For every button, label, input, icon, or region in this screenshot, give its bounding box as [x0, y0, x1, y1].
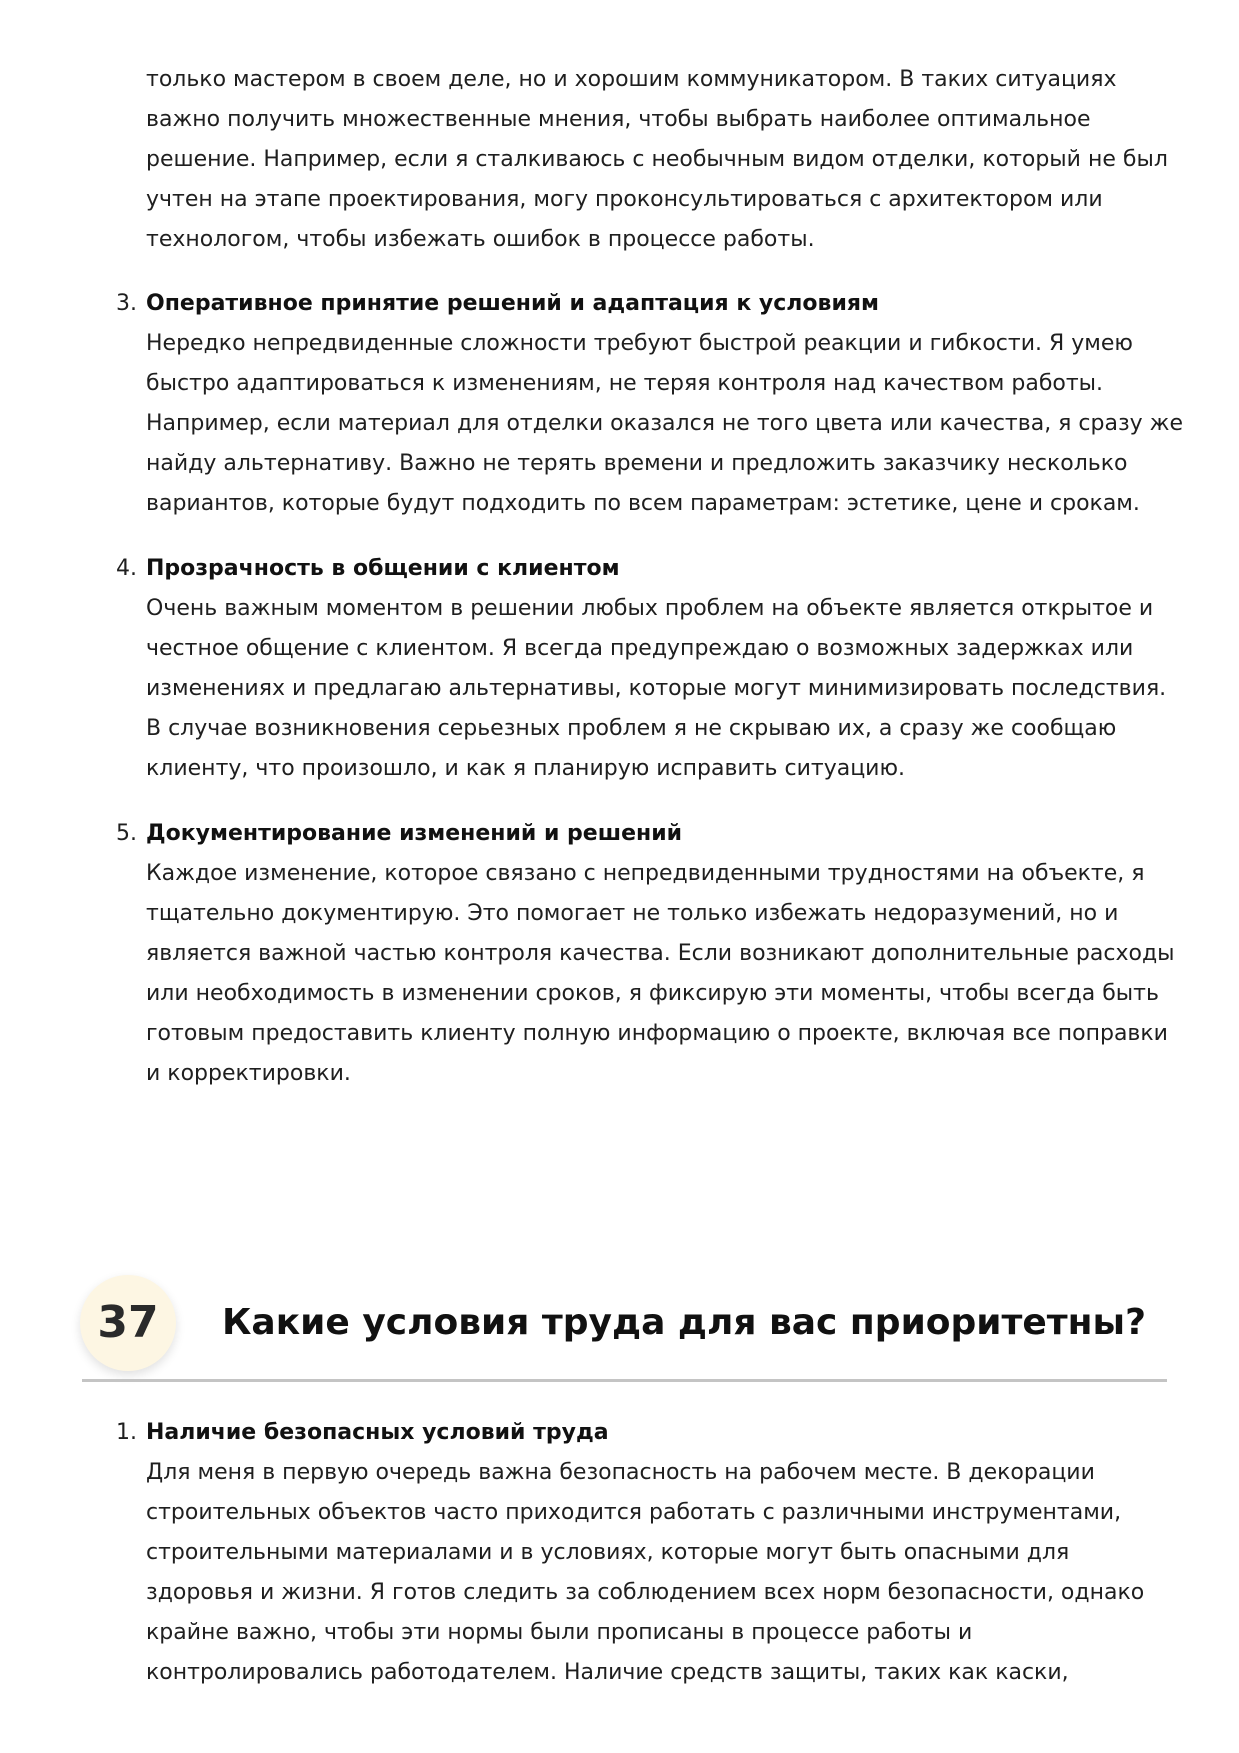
list-item-number: 1.	[116, 1420, 137, 1445]
text-line: важно получить множественные мнения, чтобы выбрать наиболее оптимальное	[146, 107, 1091, 132]
text-line: и корректировки.	[146, 1061, 351, 1086]
section-number-badge: 37	[80, 1275, 176, 1371]
text-line: Очень важным моментом в решении любых проблем на объекте является открытое и	[146, 596, 1154, 621]
text-line: только мастером в своем деле, но и хорошим коммуникатором. В таких ситуациях	[146, 67, 1117, 92]
list-item-number: 3.	[116, 291, 137, 316]
list-item-body	[146, 589, 1166, 789]
text-line: учтен на этапе проектирования, могу проконсультироваться с архитектором или	[146, 187, 1103, 212]
text-line: здоровья и жизни. Я готов следить за соблюдением всех норм безопасности, однако	[146, 1580, 1145, 1605]
text-line: Например, если материал для отделки оказался не того цвета или качества, я сразу же	[146, 411, 1184, 436]
text-line: строительных объектов часто приходится работать с различными инструментами,	[146, 1500, 1122, 1525]
list-item-body	[146, 1453, 1166, 1693]
text-line: Нередко непредвиденные сложности требуют быстрой реакции и гибкости. Я умею	[146, 331, 1133, 356]
text-line: клиенту, что произошло, и как я планирую исправить ситуацию.	[146, 756, 905, 781]
section-divider	[82, 1379, 1167, 1382]
text-line: честное общение с клиентом. Я всегда предупреждаю о возможных задержках или	[146, 636, 1134, 661]
text-line: контролировались работодателем. Наличие средств защиты, таких как каски,	[146, 1660, 1069, 1685]
text-line: Для меня в первую очередь важна безопасность на рабочем месте. В декорации	[146, 1460, 1095, 1485]
text-line: строительными материалами и в условиях, которые могут быть опасными для	[146, 1540, 1070, 1565]
text-line: тщательно документирую. Это помогает не только избежать недоразумений, но и	[146, 901, 1119, 926]
text-line: найду альтернативу. Важно не терять времени и предложить заказчику несколько	[146, 451, 1128, 476]
list-item-number: 4.	[116, 556, 137, 581]
section-title: Какие условия труда для вас приоритетны?	[222, 1302, 1146, 1343]
text-line: решение. Например, если я сталкиваюсь с необычным видом отделки, который не был	[146, 147, 1168, 172]
text-line: является важной частью контроля качества. Если возникают дополнительные расходы	[146, 941, 1175, 966]
list-item-title: Прозрачность в общении с клиентом	[146, 556, 620, 581]
text-line: В случае возникновения серьезных проблем я не скрываю их, а сразу же сообщаю	[146, 716, 1117, 741]
list-item-title: Наличие безопасных условий труда	[146, 1420, 609, 1445]
text-line: крайне важно, чтобы эти нормы были прописаны в процессе работы и	[146, 1620, 973, 1645]
list-item-body	[146, 854, 1175, 1094]
text-line: готовым предоставить клиенту полную информацию о проекте, включая все поправки	[146, 1021, 1168, 1046]
text-line: вариантов, которые будут подходить по всем параметрам: эстетике, цене и срокам.	[146, 491, 1140, 516]
text-line: изменениях и предлагаю альтернативы, которые могут минимизировать последствия.	[146, 676, 1167, 701]
list-item-number: 5.	[116, 821, 137, 846]
text-line: технологом, чтобы избежать ошибок в процессе работы.	[146, 227, 815, 252]
text-line: быстро адаптироваться к изменениям, не теряя контроля над качеством работы.	[146, 371, 1104, 396]
text-line: Каждое изменение, которое связано с непредвиденными трудностями на объекте, я	[146, 861, 1145, 886]
list-item-title: Документирование изменений и решений	[146, 821, 683, 846]
list-item-title: Оперативное принятие решений и адаптация к условиям	[146, 291, 879, 316]
intro-paragraph	[146, 60, 1166, 260]
text-line: или необходимость в изменении сроков, я фиксирую эти моменты, чтобы всегда быть	[146, 981, 1159, 1006]
list-item-body	[146, 324, 1184, 524]
